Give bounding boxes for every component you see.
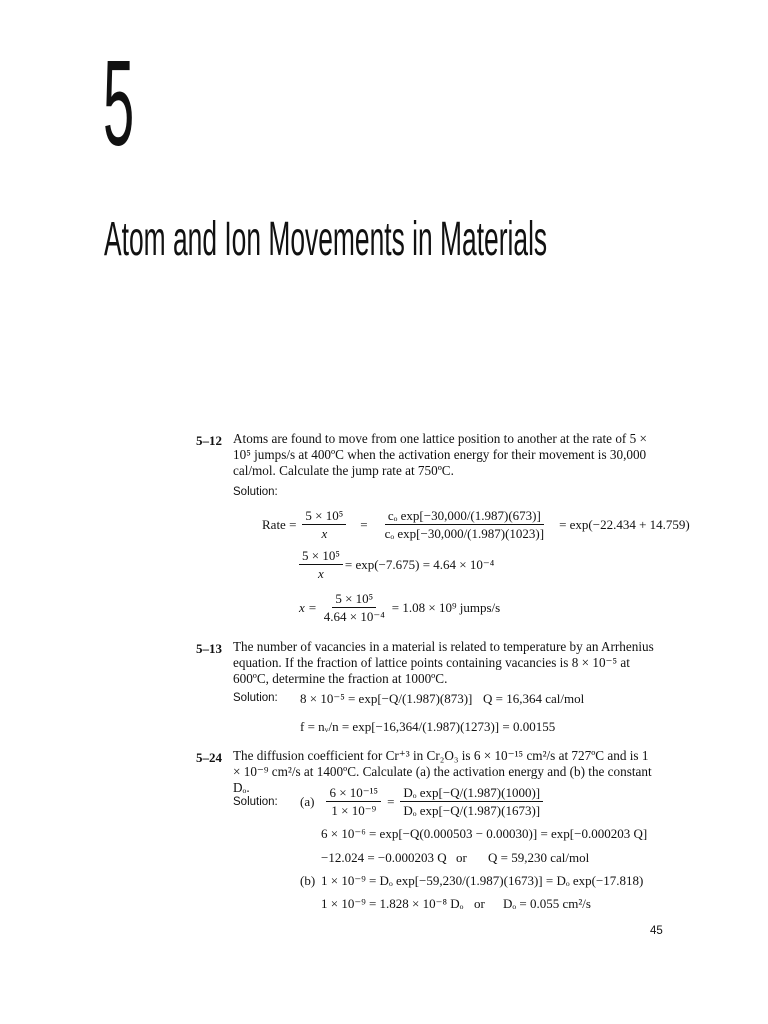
denominator: Dₒ exp[−Q/(1.987)(1673)] [403, 803, 541, 818]
numerator: Dₒ exp[−Q/(1.987)(1000)] [400, 785, 543, 802]
equation-line: 6 × 10⁻⁶ = exp[−Q(0.000503 − 0.00030)] = exp[−0.000203 Q] [321, 826, 648, 841]
fraction [400, 785, 543, 818]
numerator: 5 × 10⁵ [332, 591, 376, 608]
page-number: 45 [650, 925, 663, 937]
equation-part-a [300, 785, 543, 818]
equation-line: f = nᵥ/n = exp[−16,364/(1.987)(1273)] = 0.00155 [300, 719, 556, 734]
denominator: 4.64 × 10⁻⁴ [323, 609, 385, 624]
equation-lhs: Rate = [262, 516, 297, 532]
equation-rhs: = 1.08 × 10⁹ jumps/s [391, 599, 501, 615]
equation-step3 [299, 591, 500, 624]
equation-line: 1 × 10⁻⁹ = Dₒ exp[−59,230/(1.987)(1673)] = Dₒ exp(−17.818) [321, 873, 644, 888]
numerator: cₒ exp[−30,000/(1.987)(673)] [385, 508, 544, 525]
equals-sign: = [360, 516, 368, 532]
numerator: 6 × 10⁻¹⁵ [326, 785, 381, 802]
equation-line: 8 × 10⁻⁵ = exp[−Q/(1.987)(873)] [300, 691, 473, 706]
equation-lhs: x = [299, 599, 317, 615]
denominator: x [321, 526, 328, 541]
solution-label: Solution: [233, 486, 278, 498]
part-label: (a) [300, 793, 315, 809]
equation-step2 [299, 548, 494, 581]
fraction [302, 508, 346, 541]
equals-sign: = [387, 793, 395, 809]
problem-number: 5–24 [196, 750, 222, 765]
equation-rhs: = exp(−7.675) = 4.64 × 10⁻⁴ [344, 556, 495, 572]
equation-or: or [456, 850, 467, 865]
numerator: 5 × 10⁵ [299, 548, 343, 565]
equation-result: Q = 16,364 cal/mol [483, 691, 585, 706]
equation-rhs: = exp(−22.434 + 14.759) [559, 516, 690, 532]
fraction [321, 591, 388, 624]
denominator: cₒ exp[−30,000/(1.987)(1023)] [384, 526, 545, 541]
fraction [299, 548, 343, 581]
equation-result: Q = 59,230 cal/mol [488, 850, 590, 865]
denominator: 1 × 10⁻⁹ [331, 803, 377, 818]
problem-statement: The diffusion coefficient for Cr⁺³ in Cr₂O₃ is 6 × 10⁻¹⁵ cm²/s at 727ºC and is 1 × 10⁻⁹ cm²/s at 1400ºC. Calculate (a) the activation energy and (b) the constant Dₒ. [233, 748, 652, 795]
denominator: x [318, 566, 324, 581]
problem-statement: The number of vacancies in a material is related to temperature by an Arrhenius equation. If the fraction of lattice points containing vacancies is 8 × 10⁻⁵ at 600ºC, determine the fraction at 1000ºC. [233, 639, 654, 686]
chapter-number: 5 [103, 35, 135, 171]
equation-or: or [474, 896, 485, 911]
solution-label: Solution: [233, 796, 278, 808]
equation-result: Dₒ = 0.055 cm²/s [503, 896, 591, 911]
chapter-title: Atom and Ion Movements in Materials [104, 213, 548, 266]
fraction [326, 785, 381, 818]
equation-rate [262, 508, 690, 541]
fraction [382, 508, 547, 541]
problem-number: 5–12 [196, 433, 222, 448]
equation-line: −12.024 = −0.000203 Q [321, 850, 447, 865]
solution-label: Solution: [233, 692, 278, 704]
problem-number: 5–13 [196, 641, 222, 656]
part-label: (b) [300, 873, 316, 888]
numerator: 5 × 10⁵ [302, 508, 346, 525]
problem-statement: Atoms are found to move from one lattice position to another at the rate of 5 × 10⁵ jumps/s at 400ºC when the activation energy for their movement is 30,000 cal/mol. Calculate the jump rate at 750ºC. [233, 431, 647, 478]
equation-line: 1 × 10⁻⁹ = 1.828 × 10⁻⁸ Dₒ [321, 896, 464, 911]
